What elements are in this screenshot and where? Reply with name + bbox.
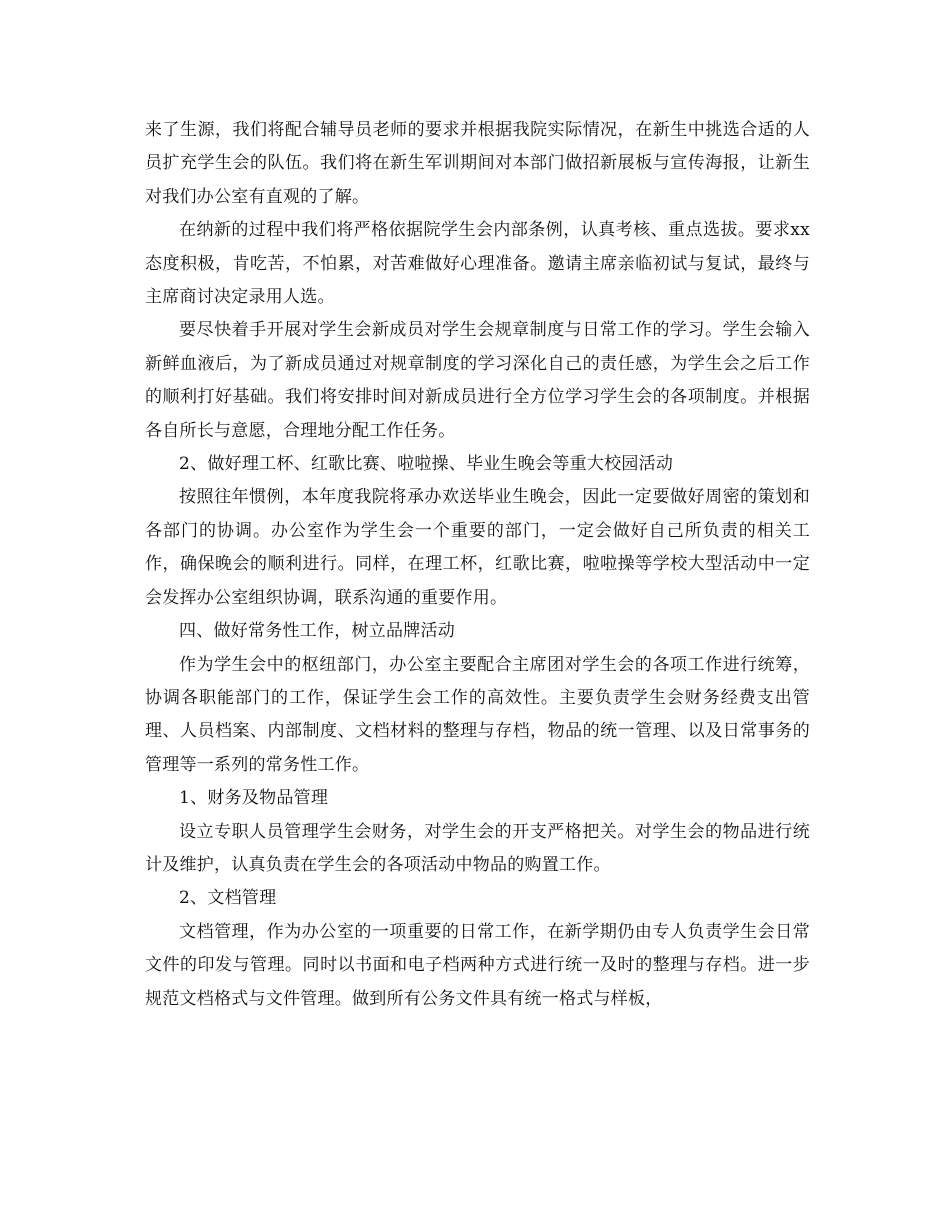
paragraph: 文档管理，作为办公室的一项重要的日常工作，在新学期仍由专人负责学生会日常文件的印发与管理。同时以书面和电子档两种方式进行统一及时的整理与存档。进一步规范文档格式与文件管理。做到所有公务文件具有统一格式与样板， — [145, 921, 810, 1009]
paragraph: 设立专职人员管理学生会财务，对学生会的开支严格把关。对学生会的物品进行统计及维护，认真负责在学生会的各项活动中物品的购置工作。 — [145, 821, 810, 875]
section-heading: 四、做好常务性工作，树立品牌活动 — [179, 621, 455, 642]
paragraph: 作为学生会中的枢纽部门，办公室主要配合主席团对学生会的各项工作进行统筹，协调各职能部门的工作，保证学生会工作的高效性。主要负责学生会财务经费支出管理、人员档案、内部制度、文档材料的整理与存档，物品的统一管理、以及日常事务的管理等一系列的常务性工作。 — [145, 654, 810, 775]
section-heading: 2、文档管理 — [179, 888, 277, 909]
section-heading: 1、财务及物品管理 — [179, 788, 329, 809]
paragraph: 来了生源，我们将配合辅导员老师的要求并根据我院实际情况，在新生中挑选合适的人员扩充学生会的队伍。我们将在新生军训期间对本部门做招新展板与宣传海报，让新生对我们办公室有直观的了解。 — [145, 120, 810, 207]
paragraph: 按照往年惯例，本年度我院将承办欢送毕业生晚会，因此一定要做好周密的策划和各部门的协调。办公室作为学生会一个重要的部门，一定会做好自己所负责的相关工作，确保晚会的顺利进行。同样，在理工杯，红歌比赛，啦啦操等学校大型活动中一定会发挥办公室组织协调，联系沟通的重要作用。 — [145, 487, 810, 608]
paragraph: 要尽快着手开展对学生会新成员对学生会规章制度与日常工作的学习。学生会输入新鲜血液后，为了新成员通过对规章制度的学习深化自己的责任感，为学生会之后工作的顺利打好基础。我们将安排时间对新成员进行全方位学习学生会的各项制度。并根据各自所长与意愿，合理地分配工作任务。 — [145, 320, 810, 441]
document-body — [145, 114, 810, 1016]
paragraph: 在纳新的过程中我们将严格依据院学生会内部条例，认真考核、重点选拔。要求xx态度积极，肯吃苦，不怕累，对苦难做好心理准备。邀请主席亲临初试与复试，最终与主席商讨决定录用人选。 — [145, 220, 810, 308]
section-heading: 2、做好理工杯、红歌比赛、啦啦操、毕业生晚会等重大校园活动 — [179, 454, 674, 475]
